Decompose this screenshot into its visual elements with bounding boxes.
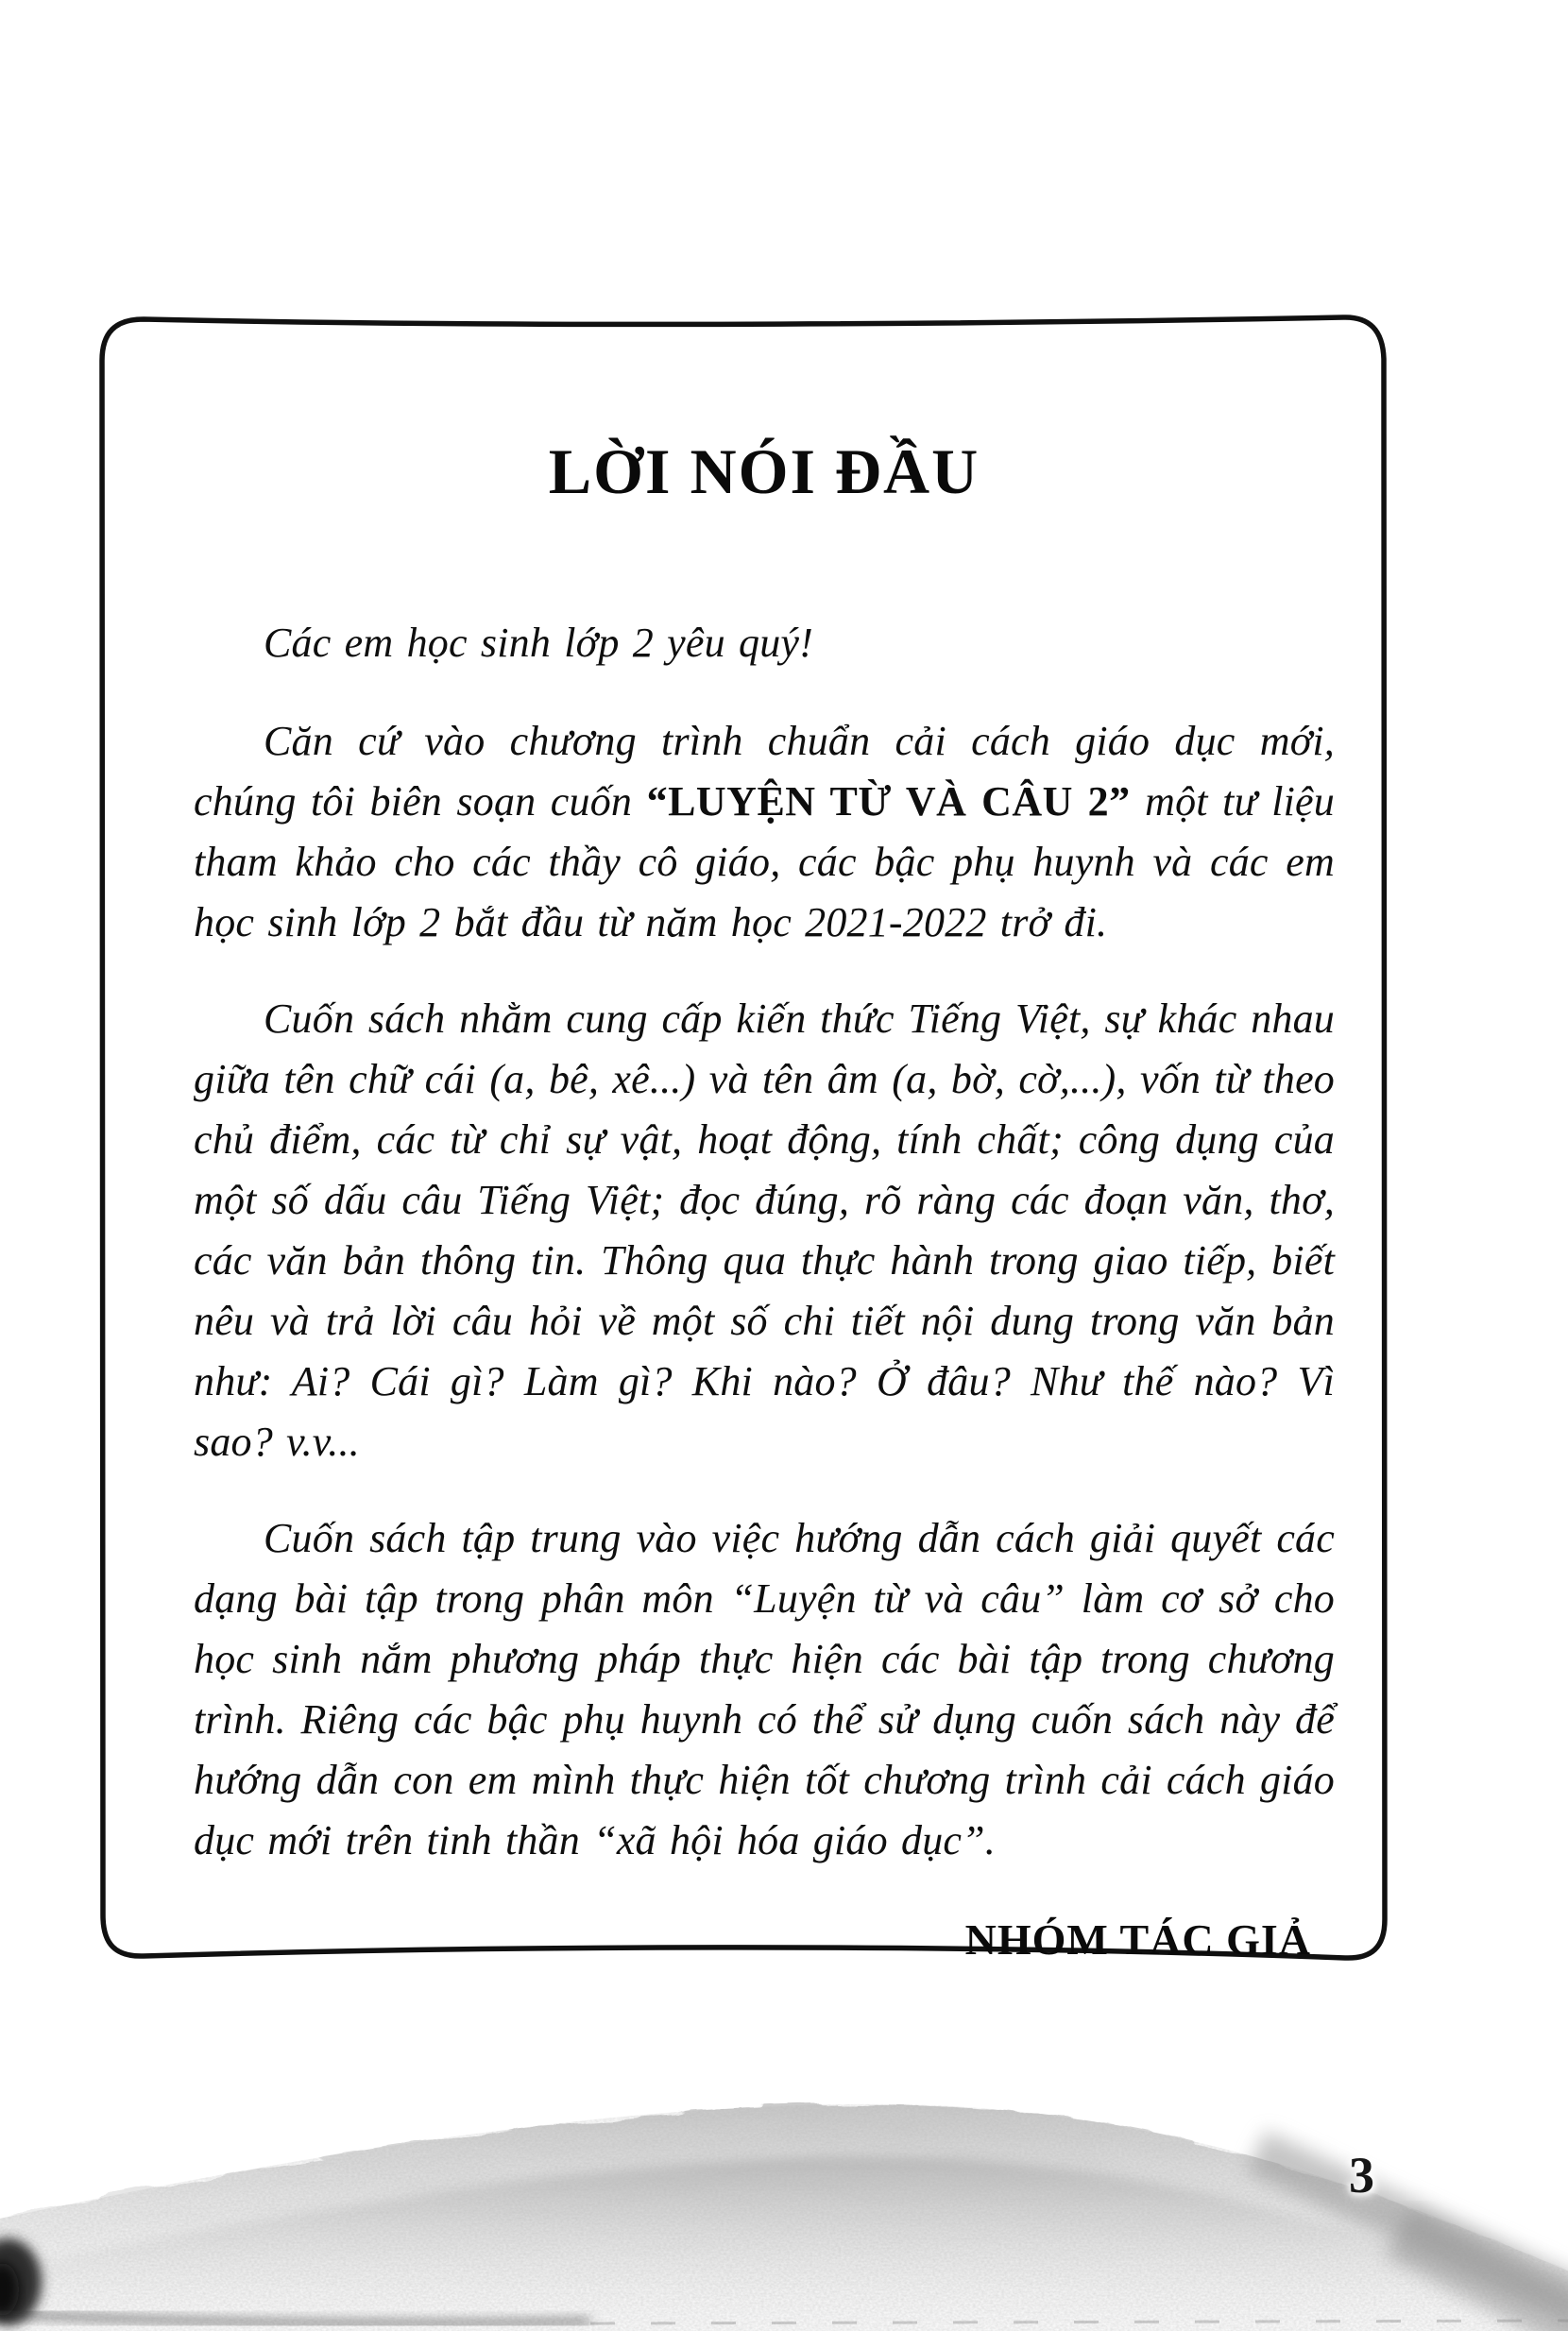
paragraph-intro-pre: Căn cứ vào chương trình chuẩn cải cách giáo dục mới, chúng tôi biên soạn cuốn <box>194 717 1335 825</box>
paragraph-intro-post: một tư liệu tham khảo cho các thầy cô giáo, các bậc phụ huynh và các em học sinh lớp 2 bắt đầu từ năm học 2021-2022 trở đi. <box>194 777 1335 945</box>
author-signature: NHÓM TÁC GIẢ <box>964 1914 1311 1964</box>
paragraph-usage: Cuốn sách tập trung vào việc hướng dẫn cách giải quyết các dạng bài tập trong phân môn “Luyện từ và câu” làm cơ sở cho học sinh nắm phương pháp thực hiện các bài tập trong chương trình. Riêng các bậc phụ huynh có thể sử dụng cuốn sách này để hướng dẫn con em mình thực hiện tốt chương trình cải cách giáo dục mới trên tinh thần “xã hội hóa giáo dục”. <box>194 1514 1335 1863</box>
paragraph-greeting: Các em học sinh lớp 2 yêu quý! <box>264 619 814 666</box>
foreword-content <box>194 315 1335 1965</box>
paragraph-intro <box>194 711 1335 953</box>
book-title-bold: “LUYỆN TỪ VÀ CÂU 2” <box>646 777 1131 825</box>
paragraph-content-scope: Cuốn sách nhằm cung cấp kiến thức Tiếng Việt, sự khác nhau giữa tên chữ cái (a, bê, xê...) và tên âm (a, bờ, cờ,...), vốn từ theo chủ điểm, các từ chỉ sự vật, hoạt động, tính chất; công dụng của một số dấu câu Tiếng Việt; đọc đúng, rõ ràng các đoạn văn, thơ, các văn bản thông tin. Thông qua thực hành trong giao tiếp, biết nêu và trả lời câu hỏi về một số chi tiết nội dung trong văn bản như: Ai? Cái gì? Làm gì? Khi nào? Ở đâu? Như thế nào? Vì sao? v.v... <box>194 995 1335 1465</box>
page-title: LỜI NÓI ĐẦU <box>548 435 980 507</box>
page-number: 3 <box>1349 2147 1374 2203</box>
page-curl-shadow <box>0 2048 1568 2331</box>
